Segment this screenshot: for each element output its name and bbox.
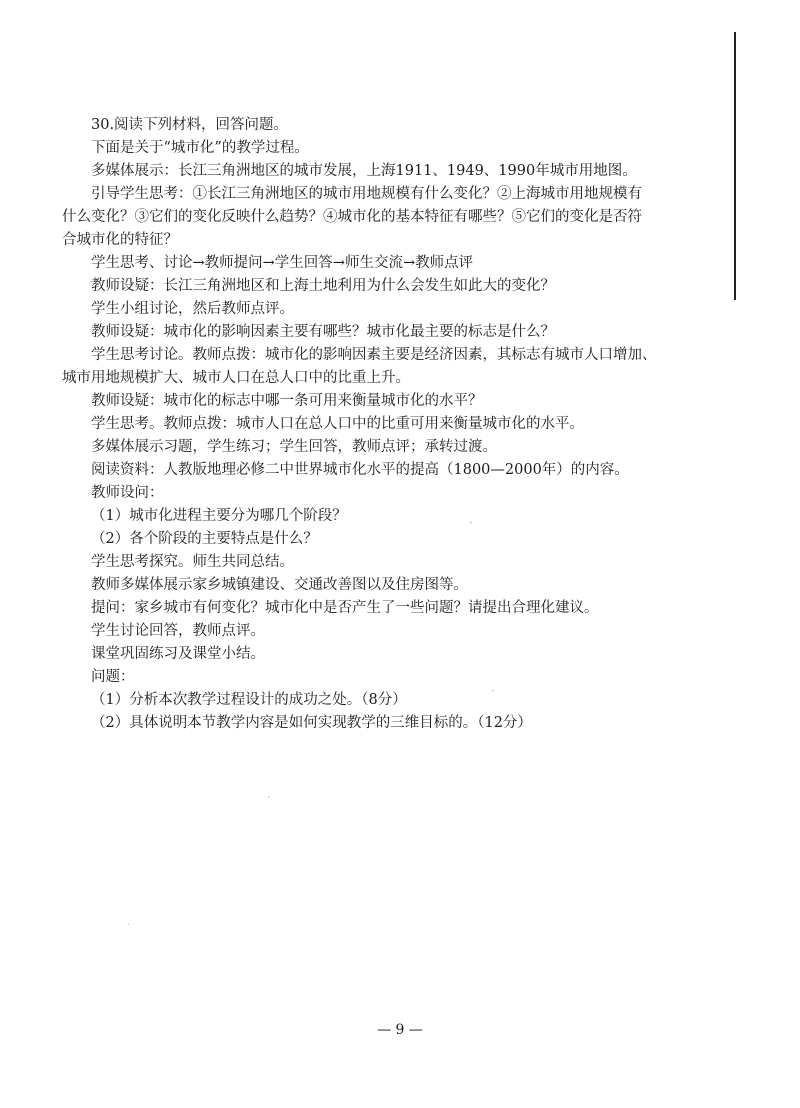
scan-speck — [268, 796, 269, 798]
text-line-18: （2）各个阶段的主要特点是什么？ — [91, 531, 318, 547]
scan-speck — [492, 690, 494, 691]
text-line-1: 下面是关于“城市化”的教学过程。 — [91, 140, 309, 156]
text-line-22: 学生讨论回答，教师点评。 — [91, 623, 265, 639]
text-line-5: 合城市化的特征？ — [62, 232, 178, 248]
text-line-16: 教师设问： — [91, 485, 164, 501]
question-title: 30.阅读下列材料，回答问题。 — [91, 117, 289, 133]
text-line-3: 引导学生思考：①长江三角洲地区的城市用地规模有什么变化？②上海城市用地规模有 — [91, 186, 642, 202]
text-line-13: 学生思考。教师点拨：城市人口在总人口中的比重可用来衡量城市化的水平。 — [91, 416, 584, 432]
text-line-11: 城市用地规模扩大、城市人口在总人口中的比重上升。 — [62, 370, 410, 386]
text-line-2: 多媒体展示：长江三角洲地区的城市发展，上海1911、1949、1990年城市用地图。 — [91, 163, 637, 179]
text-line-23: 课堂巩固练习及课堂小结。 — [91, 646, 265, 662]
text-line-8: 学生小组讨论，然后教师点评。 — [91, 301, 294, 317]
question-part-1: （1）分析本次教学过程设计的成功之处。（8分） — [91, 692, 407, 708]
question-part-2: （2）具体说明本节教学内容是如何实现教学的三维目标的。（12分） — [91, 715, 532, 731]
text-line-9: 教师设疑：城市化的影响因素主要有哪些？城市化最主要的标志是什么？ — [91, 324, 555, 340]
text-line-17: （1）城市化进程主要分为哪几个阶段？ — [91, 508, 347, 524]
text-line-12: 教师设疑：城市化的标志中哪一条可用来衡量城市化的水平？ — [91, 393, 483, 409]
text-line-19: 学生思考探究。师生共同总结。 — [91, 554, 294, 570]
scan-speck — [470, 522, 472, 523]
text-line-6: 学生思考、讨论→教师提问→学生回答→师生交流→教师点评 — [91, 255, 474, 271]
page-edge-line — [734, 32, 736, 300]
document-body — [62, 114, 682, 735]
text-line-15: 阅读资料：人教版地理必修二中世界城市化水平的提高（1800—2000年）的内容。 — [91, 462, 629, 478]
text-line-14: 多媒体展示习题，学生练习；学生回答，教师点评；承转过渡。 — [91, 439, 497, 455]
text-line-10: 学生思考讨论。教师点拨：城市化的影响因素主要是经济因素，其标志有城市人口增加、 — [91, 347, 657, 363]
text-line-7: 教师设疑：长江三角洲地区和上海土地利用为什么会发生如此大的变化？ — [91, 278, 555, 294]
page-number: — 9 — — [377, 1022, 423, 1038]
text-line-4: 什么变化？③它们的变化反映什么趋势？④城市化的基本特征有哪些？⑤它们的变化是否符 — [62, 209, 642, 225]
text-line-20: 教师多媒体展示家乡城镇建设、交通改善图以及住房图等。 — [91, 577, 468, 593]
text-line-24: 问题： — [91, 669, 135, 685]
scan-speck — [128, 924, 129, 925]
text-line-21: 提问：家乡城市有何变化？城市化中是否产生了一些问题？请提出合理化建议。 — [91, 600, 599, 616]
